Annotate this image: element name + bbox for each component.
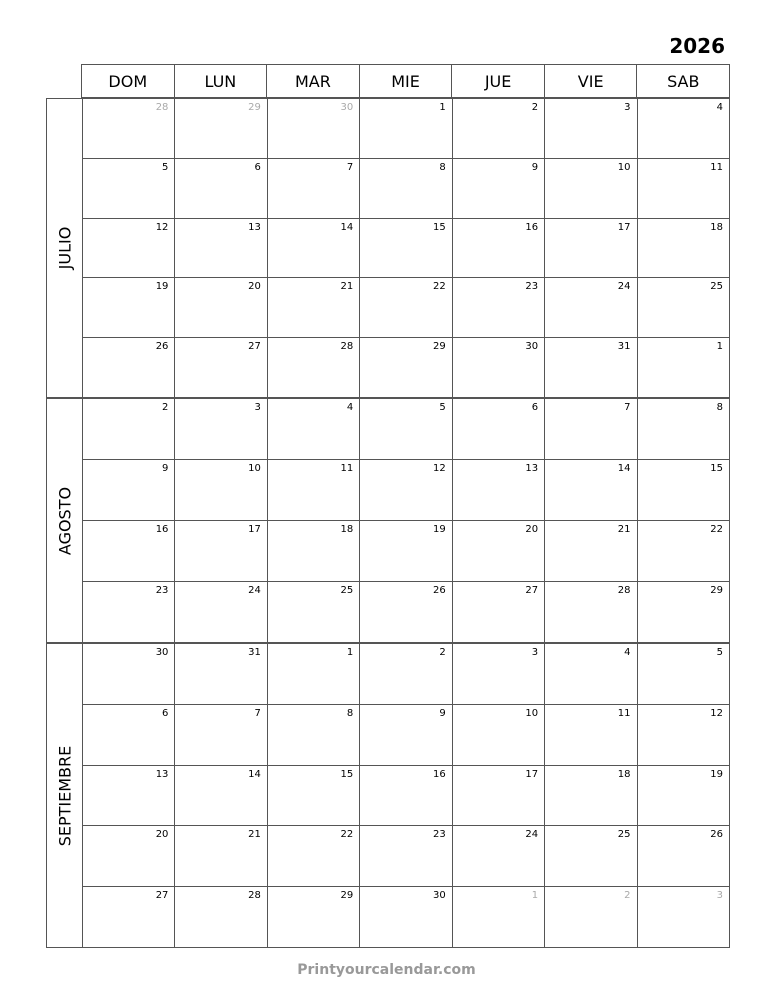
day-number: 17 bbox=[525, 768, 539, 780]
day-cell bbox=[544, 460, 636, 520]
day-number: 16 bbox=[525, 221, 539, 233]
day-cell bbox=[359, 521, 451, 581]
day-cell bbox=[174, 460, 266, 520]
day-cell bbox=[267, 278, 359, 337]
day-cell-outside-month bbox=[452, 887, 544, 947]
month-grid bbox=[83, 399, 729, 642]
day-number: 10 bbox=[617, 161, 631, 173]
day-cell bbox=[452, 582, 544, 642]
day-number: 10 bbox=[248, 463, 261, 474]
day-cell bbox=[174, 705, 266, 765]
day-number: 26 bbox=[432, 585, 446, 596]
month-block bbox=[46, 398, 730, 643]
month-grid bbox=[83, 99, 729, 397]
week-row bbox=[83, 99, 729, 158]
day-cell-outside-month bbox=[544, 887, 636, 947]
day-cell bbox=[452, 99, 544, 158]
day-cell bbox=[174, 766, 266, 826]
day-cell bbox=[452, 826, 544, 886]
day-cell bbox=[452, 521, 544, 581]
day-number: 17 bbox=[248, 524, 261, 535]
day-cell bbox=[637, 219, 729, 278]
month-label-column bbox=[47, 99, 83, 397]
day-cell bbox=[452, 278, 544, 337]
day-cell bbox=[267, 399, 359, 459]
day-cell bbox=[359, 460, 451, 520]
day-number: 9 bbox=[162, 463, 169, 474]
day-number: 20 bbox=[248, 281, 261, 293]
day-number: 1 bbox=[716, 341, 723, 353]
day-cell bbox=[267, 338, 359, 397]
day-cell bbox=[452, 644, 544, 704]
month-block bbox=[46, 643, 730, 948]
day-number: 30 bbox=[432, 890, 446, 902]
day-cell bbox=[544, 582, 636, 642]
day-cell bbox=[637, 826, 729, 886]
day-cell bbox=[452, 159, 544, 218]
day-cell bbox=[83, 159, 174, 218]
day-cell bbox=[637, 159, 729, 218]
day-cell bbox=[544, 644, 636, 704]
day-number: 21 bbox=[340, 281, 354, 293]
day-number: 14 bbox=[617, 463, 631, 474]
day-number: 7 bbox=[346, 161, 354, 173]
day-number: 13 bbox=[248, 221, 261, 233]
day-cell bbox=[83, 338, 174, 397]
day-number: 15 bbox=[432, 221, 446, 233]
day-number: 18 bbox=[340, 524, 354, 535]
day-cell bbox=[267, 460, 359, 520]
day-number: 2 bbox=[439, 647, 446, 658]
day-number: 2 bbox=[531, 102, 539, 113]
day-number: 5 bbox=[162, 161, 169, 173]
day-number: 1 bbox=[346, 647, 354, 658]
day-cell bbox=[83, 887, 174, 947]
day-number: 12 bbox=[432, 463, 446, 474]
day-number: 11 bbox=[710, 161, 723, 173]
day-cell bbox=[637, 521, 729, 581]
day-number: 29 bbox=[248, 102, 261, 113]
day-number: 26 bbox=[710, 829, 723, 841]
month-name: SEPTIEMBRE bbox=[55, 745, 74, 846]
day-cell bbox=[267, 705, 359, 765]
day-number: 6 bbox=[162, 707, 169, 719]
day-cell bbox=[174, 338, 266, 397]
footer-brand: Printyourcalendar.com bbox=[297, 962, 476, 978]
day-number: 16 bbox=[155, 524, 169, 535]
week-row bbox=[83, 158, 729, 218]
day-cell bbox=[359, 644, 451, 704]
day-number: 31 bbox=[248, 647, 261, 658]
day-cell bbox=[544, 219, 636, 278]
day-cell bbox=[83, 521, 174, 581]
day-number: 4 bbox=[346, 402, 354, 413]
day-number: 26 bbox=[155, 341, 169, 353]
day-cell bbox=[452, 705, 544, 765]
day-number: 25 bbox=[617, 829, 631, 841]
week-row bbox=[83, 218, 729, 278]
day-number: 25 bbox=[340, 585, 354, 596]
day-cell bbox=[637, 705, 729, 765]
day-cell bbox=[544, 338, 636, 397]
week-row bbox=[83, 399, 729, 459]
weekday-label: MAR bbox=[266, 65, 359, 97]
day-number: 24 bbox=[617, 281, 631, 293]
day-cell-outside-month bbox=[637, 887, 729, 947]
day-cell bbox=[83, 766, 174, 826]
day-number: 29 bbox=[432, 341, 446, 353]
day-number: 29 bbox=[340, 890, 354, 902]
day-cell bbox=[544, 159, 636, 218]
day-cell bbox=[544, 766, 636, 826]
day-cell bbox=[637, 278, 729, 337]
day-cell bbox=[83, 644, 174, 704]
day-cell bbox=[267, 887, 359, 947]
week-row bbox=[83, 886, 729, 947]
week-row bbox=[83, 459, 729, 520]
month-label-column bbox=[47, 644, 83, 947]
month-name: JULIO bbox=[55, 226, 74, 270]
day-cell bbox=[544, 521, 636, 581]
day-number: 5 bbox=[716, 647, 723, 658]
week-row bbox=[83, 277, 729, 337]
day-number: 20 bbox=[155, 829, 169, 841]
week-row bbox=[83, 765, 729, 826]
day-cell bbox=[267, 159, 359, 218]
day-cell bbox=[267, 582, 359, 642]
day-number: 4 bbox=[716, 102, 723, 113]
day-number: 3 bbox=[254, 402, 261, 413]
day-cell bbox=[544, 826, 636, 886]
day-number: 1 bbox=[439, 102, 446, 113]
day-number: 20 bbox=[525, 524, 539, 535]
day-cell bbox=[83, 705, 174, 765]
day-number: 15 bbox=[340, 768, 354, 780]
day-number: 21 bbox=[248, 829, 261, 841]
day-number: 28 bbox=[248, 890, 261, 902]
day-cell bbox=[359, 826, 451, 886]
day-cell bbox=[452, 399, 544, 459]
day-number: 6 bbox=[254, 161, 261, 173]
day-number: 23 bbox=[525, 281, 539, 293]
day-number: 28 bbox=[617, 585, 631, 596]
month-label-column bbox=[47, 399, 83, 642]
day-number: 24 bbox=[525, 829, 539, 841]
day-cell bbox=[359, 705, 451, 765]
day-cell bbox=[174, 278, 266, 337]
day-cell bbox=[637, 644, 729, 704]
day-cell-outside-month bbox=[267, 99, 359, 158]
week-row bbox=[83, 520, 729, 581]
day-number: 1 bbox=[531, 890, 539, 902]
day-number: 18 bbox=[710, 221, 723, 233]
week-row bbox=[83, 825, 729, 886]
day-cell bbox=[637, 460, 729, 520]
day-cell bbox=[359, 399, 451, 459]
day-number: 30 bbox=[340, 102, 354, 113]
day-number: 22 bbox=[432, 281, 446, 293]
day-number: 4 bbox=[624, 647, 631, 658]
week-row bbox=[83, 581, 729, 642]
day-number: 9 bbox=[531, 161, 539, 173]
day-cell bbox=[83, 826, 174, 886]
day-cell bbox=[359, 219, 451, 278]
day-number: 19 bbox=[710, 768, 723, 780]
day-cell bbox=[174, 159, 266, 218]
day-number: 28 bbox=[340, 341, 354, 353]
day-cell bbox=[174, 887, 266, 947]
day-cell bbox=[174, 582, 266, 642]
weekday-label: LUN bbox=[174, 65, 267, 97]
day-cell bbox=[267, 644, 359, 704]
day-cell bbox=[359, 338, 451, 397]
day-number: 29 bbox=[710, 585, 723, 596]
day-cell bbox=[452, 460, 544, 520]
weekday-label: JUE bbox=[451, 65, 544, 97]
day-number: 8 bbox=[716, 402, 723, 413]
day-cell bbox=[544, 99, 636, 158]
day-cell bbox=[359, 887, 451, 947]
day-number: 3 bbox=[624, 102, 631, 113]
weekday-label: MIE bbox=[359, 65, 452, 97]
day-cell bbox=[174, 644, 266, 704]
weekday-header bbox=[81, 64, 730, 98]
day-cell bbox=[174, 399, 266, 459]
day-cell bbox=[83, 399, 174, 459]
day-number: 25 bbox=[710, 281, 723, 293]
day-number: 21 bbox=[617, 524, 631, 535]
day-number: 27 bbox=[525, 585, 539, 596]
day-number: 30 bbox=[525, 341, 539, 353]
day-number: 8 bbox=[346, 707, 354, 719]
day-cell bbox=[452, 766, 544, 826]
day-cell bbox=[637, 99, 729, 158]
day-cell bbox=[267, 219, 359, 278]
day-number: 19 bbox=[432, 524, 446, 535]
weekday-label: DOM bbox=[108, 71, 148, 91]
day-number: 28 bbox=[155, 102, 169, 113]
week-row bbox=[83, 644, 729, 704]
day-number: 19 bbox=[155, 281, 169, 293]
day-cell bbox=[83, 582, 174, 642]
day-cell bbox=[637, 338, 729, 397]
day-cell bbox=[83, 219, 174, 278]
day-number: 22 bbox=[340, 829, 354, 841]
day-number: 17 bbox=[617, 221, 631, 233]
week-row bbox=[83, 704, 729, 765]
weekday-label: SAB bbox=[636, 65, 729, 97]
day-cell bbox=[359, 766, 451, 826]
day-number: 3 bbox=[716, 890, 723, 902]
day-number: 8 bbox=[439, 161, 446, 173]
day-cell bbox=[452, 338, 544, 397]
day-number: 27 bbox=[155, 890, 169, 902]
day-cell bbox=[174, 521, 266, 581]
day-number: 9 bbox=[439, 707, 446, 719]
day-cell bbox=[637, 766, 729, 826]
day-cell bbox=[359, 99, 451, 158]
day-number: 23 bbox=[432, 829, 446, 841]
day-number: 18 bbox=[617, 768, 631, 780]
day-number: 27 bbox=[248, 341, 261, 353]
day-number: 13 bbox=[525, 463, 539, 474]
day-cell bbox=[267, 826, 359, 886]
day-number: 11 bbox=[340, 463, 354, 474]
day-cell bbox=[359, 159, 451, 218]
day-number: 12 bbox=[710, 707, 723, 719]
day-number: 7 bbox=[254, 707, 261, 719]
day-number: 22 bbox=[710, 524, 723, 535]
day-cell bbox=[544, 278, 636, 337]
day-cell bbox=[174, 219, 266, 278]
day-number: 5 bbox=[439, 402, 446, 413]
day-cell bbox=[637, 582, 729, 642]
day-cell bbox=[544, 705, 636, 765]
day-cell bbox=[637, 399, 729, 459]
day-number: 24 bbox=[248, 585, 261, 596]
day-cell bbox=[174, 826, 266, 886]
month-name: AGOSTO bbox=[55, 486, 74, 555]
day-cell bbox=[359, 582, 451, 642]
day-number: 10 bbox=[525, 707, 539, 719]
day-cell-outside-month bbox=[83, 99, 174, 158]
day-cell bbox=[83, 460, 174, 520]
day-number: 15 bbox=[710, 463, 723, 474]
week-row bbox=[83, 337, 729, 397]
day-number: 11 bbox=[617, 707, 631, 719]
day-number: 13 bbox=[155, 768, 169, 780]
day-cell bbox=[544, 399, 636, 459]
day-number: 3 bbox=[531, 647, 539, 658]
day-number: 14 bbox=[248, 768, 261, 780]
day-number: 30 bbox=[155, 647, 169, 658]
day-number: 2 bbox=[162, 402, 169, 413]
day-number: 31 bbox=[617, 341, 631, 353]
day-number: 12 bbox=[155, 221, 169, 233]
day-cell-outside-month bbox=[174, 99, 266, 158]
month-block bbox=[46, 98, 730, 398]
day-number: 7 bbox=[624, 402, 631, 413]
day-number: 2 bbox=[624, 890, 631, 902]
calendar-year: 2026 bbox=[669, 34, 725, 58]
day-number: 16 bbox=[432, 768, 446, 780]
day-cell bbox=[267, 521, 359, 581]
day-cell bbox=[452, 219, 544, 278]
day-cell bbox=[267, 766, 359, 826]
day-number: 6 bbox=[531, 402, 539, 413]
weekday-label: VIE bbox=[544, 65, 637, 97]
day-number: 23 bbox=[155, 585, 169, 596]
day-number: 14 bbox=[340, 221, 354, 233]
day-cell bbox=[359, 278, 451, 337]
day-cell bbox=[83, 278, 174, 337]
month-grid bbox=[83, 644, 729, 947]
